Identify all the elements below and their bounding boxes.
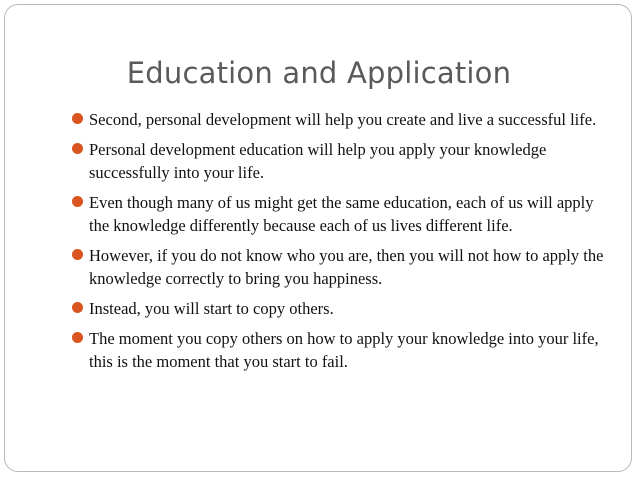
bullet-dot-icon <box>72 332 83 343</box>
bullet-item <box>72 244 612 290</box>
bullet-text: Even though many of us might get the same education, each of us will apply the knowledge differently because each of us lives different life. <box>89 193 594 235</box>
bullet-item <box>72 108 612 131</box>
bullet-dot-icon <box>72 249 83 260</box>
bullet-item <box>72 191 612 237</box>
bullet-text: Personal development education will help you apply your knowledge successfully into your life. <box>89 140 547 182</box>
bullet-dot-icon <box>72 302 83 313</box>
bullet-dot-icon <box>72 143 83 154</box>
bullet-text: Instead, you will start to copy others. <box>89 299 334 318</box>
bullet-text: The moment you copy others on how to apply your knowledge into your life, this is the moment that you start to fail. <box>89 329 599 371</box>
bullet-list <box>72 108 612 380</box>
slide-title: Education and Application <box>126 56 512 90</box>
bullet-dot-icon <box>72 113 83 124</box>
bullet-text: Second, personal development will help you create and live a successful life. <box>89 110 597 129</box>
bullet-item <box>72 138 612 184</box>
bullet-item <box>72 297 612 320</box>
bullet-item <box>72 327 612 373</box>
bullet-text: However, if you do not know who you are, then you will not how to apply the knowledge correctly to bring you happiness. <box>89 246 604 288</box>
bullet-dot-icon <box>72 196 83 207</box>
